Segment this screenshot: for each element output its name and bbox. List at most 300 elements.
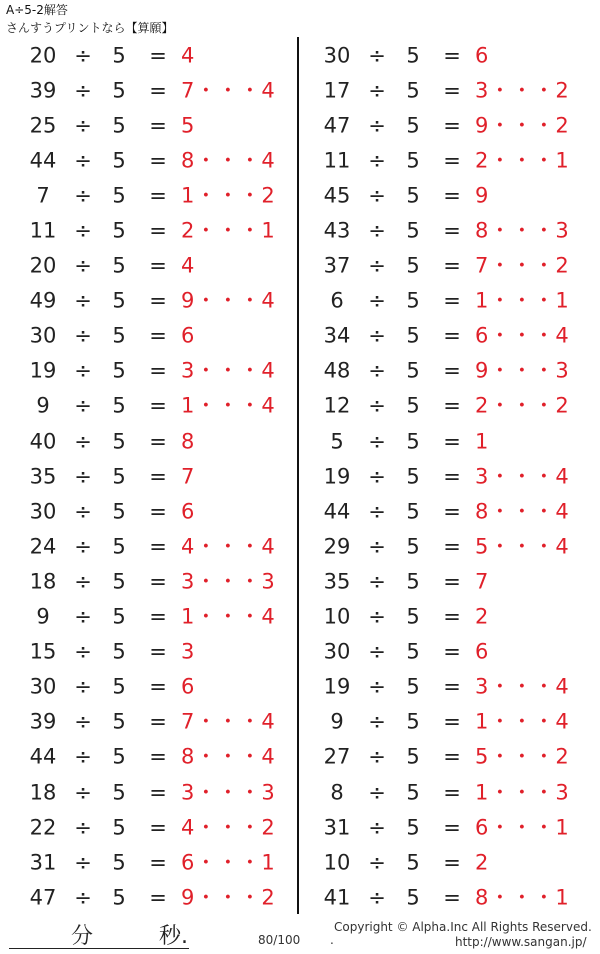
divisor: 5 — [112, 499, 126, 524]
divisor: 5 — [406, 393, 420, 418]
answer: 8・・・3 — [475, 218, 570, 243]
equals-sign: = — [149, 780, 167, 805]
dividend: 30 — [29, 499, 57, 524]
division-sign: ÷ — [368, 253, 386, 278]
division-sign: ÷ — [74, 499, 92, 524]
equals-sign: = — [149, 323, 167, 348]
equals-sign: = — [443, 885, 461, 910]
problem-row — [312, 740, 597, 775]
divisor: 5 — [112, 183, 126, 208]
divisor: 5 — [406, 709, 420, 734]
equals-sign: = — [443, 253, 461, 278]
problem-row — [18, 459, 303, 494]
division-sign: ÷ — [74, 323, 92, 348]
equals-sign: = — [149, 709, 167, 734]
score: 80/100 — [258, 933, 301, 947]
problem-row — [312, 213, 597, 248]
divisor: 5 — [112, 113, 126, 138]
dividend: 44 — [29, 744, 57, 769]
equals-sign: = — [149, 674, 167, 699]
division-sign: ÷ — [74, 639, 92, 664]
answer: 4・・・4 — [181, 534, 276, 559]
answer: 7・・・2 — [475, 253, 570, 278]
dividend: 47 — [29, 885, 57, 910]
division-sign: ÷ — [74, 534, 92, 559]
dividend: 25 — [29, 113, 57, 138]
divisor: 5 — [406, 148, 420, 173]
problem-row — [312, 635, 597, 670]
dividend: 9 — [330, 709, 344, 734]
equals-sign: = — [149, 393, 167, 418]
problem-row — [312, 775, 597, 810]
problem-row — [18, 389, 303, 424]
division-sign: ÷ — [368, 534, 386, 559]
dividend: 30 — [29, 674, 57, 699]
answer: 4 — [181, 43, 196, 68]
divisor: 5 — [406, 218, 420, 243]
equals-sign: = — [443, 604, 461, 629]
answer: 8・・・1 — [475, 885, 570, 910]
division-sign: ÷ — [74, 43, 92, 68]
dividend: 44 — [323, 499, 351, 524]
answer: 6 — [181, 674, 196, 699]
divisor: 5 — [112, 709, 126, 734]
divisor: 5 — [406, 43, 420, 68]
answer: 2・・・2 — [475, 393, 570, 418]
equals-sign: = — [149, 639, 167, 664]
equals-sign: = — [443, 393, 461, 418]
problem-row — [312, 705, 597, 740]
dividend: 35 — [323, 569, 351, 594]
divisor: 5 — [112, 429, 126, 454]
equals-sign: = — [443, 639, 461, 664]
answer: 4・・・2 — [181, 815, 276, 840]
division-sign: ÷ — [74, 569, 92, 594]
answer: 6 — [475, 639, 490, 664]
answer: 9・・・2 — [475, 113, 570, 138]
answer: 1・・・2 — [181, 183, 276, 208]
answer: 6 — [475, 43, 490, 68]
division-sign: ÷ — [368, 709, 386, 734]
division-sign: ÷ — [368, 358, 386, 383]
division-sign: ÷ — [368, 885, 386, 910]
problem-row — [312, 529, 597, 564]
problem-row — [312, 459, 597, 494]
division-sign: ÷ — [74, 218, 92, 243]
dividend: 11 — [29, 218, 57, 243]
dividend: 37 — [323, 253, 351, 278]
answer: 7 — [475, 569, 490, 594]
equals-sign: = — [149, 850, 167, 875]
dividend: 8 — [330, 780, 344, 805]
divisor: 5 — [112, 674, 126, 699]
divisor: 5 — [406, 183, 420, 208]
division-sign: ÷ — [368, 850, 386, 875]
dividend: 48 — [323, 358, 351, 383]
equals-sign: = — [149, 113, 167, 138]
time-record-line — [9, 916, 189, 949]
division-sign: ÷ — [368, 674, 386, 699]
dividend: 30 — [323, 639, 351, 664]
division-sign: ÷ — [368, 148, 386, 173]
divisor: 5 — [112, 78, 126, 103]
problem-row — [312, 38, 597, 73]
divisor: 5 — [112, 815, 126, 840]
answer: 8・・・4 — [181, 744, 276, 769]
divisor: 5 — [406, 604, 420, 629]
dividend: 6 — [330, 288, 344, 313]
divisor: 5 — [112, 43, 126, 68]
problem-row — [18, 775, 303, 810]
answer: 1・・・4 — [181, 393, 276, 418]
problem-row — [18, 319, 303, 354]
problem-row — [18, 354, 303, 389]
problem-row — [18, 178, 303, 213]
equals-sign: = — [149, 218, 167, 243]
answer: 3・・・2 — [475, 78, 570, 103]
divisor: 5 — [112, 534, 126, 559]
division-sign: ÷ — [74, 780, 92, 805]
dividend: 29 — [323, 534, 351, 559]
answer: 6 — [181, 323, 196, 348]
dividend: 7 — [36, 183, 50, 208]
divisor: 5 — [406, 850, 420, 875]
problem-row — [18, 494, 303, 529]
problem-row — [18, 600, 303, 635]
problem-row — [18, 635, 303, 670]
division-sign: ÷ — [74, 709, 92, 734]
divisor: 5 — [112, 218, 126, 243]
division-sign: ÷ — [74, 850, 92, 875]
divisor: 5 — [406, 358, 420, 383]
dividend: 19 — [323, 674, 351, 699]
right-problem-column — [312, 38, 597, 915]
equals-sign: = — [149, 499, 167, 524]
problem-row — [312, 354, 597, 389]
problem-row — [18, 108, 303, 143]
answer: 5・・・2 — [475, 744, 570, 769]
divisor: 5 — [406, 323, 420, 348]
dividend: 30 — [29, 323, 57, 348]
equals-sign: = — [443, 744, 461, 769]
equals-sign: = — [149, 253, 167, 278]
division-sign: ÷ — [368, 604, 386, 629]
problem-row — [312, 845, 597, 880]
answer: 3 — [181, 639, 196, 664]
equals-sign: = — [149, 744, 167, 769]
equals-sign: = — [149, 534, 167, 559]
problem-row — [312, 249, 597, 284]
answer: 7・・・4 — [181, 709, 276, 734]
problem-row — [18, 564, 303, 599]
equals-sign: = — [149, 43, 167, 68]
division-sign: ÷ — [368, 183, 386, 208]
dividend: 31 — [29, 850, 57, 875]
problem-row — [18, 213, 303, 248]
division-sign: ÷ — [368, 569, 386, 594]
left-problem-column — [18, 38, 303, 915]
equals-sign: = — [443, 183, 461, 208]
division-sign: ÷ — [74, 253, 92, 278]
dividend: 43 — [323, 218, 351, 243]
answer: 4 — [181, 253, 196, 278]
division-sign: ÷ — [368, 499, 386, 524]
equals-sign: = — [149, 464, 167, 489]
equals-sign: = — [149, 358, 167, 383]
answer: 3・・・3 — [181, 780, 276, 805]
division-sign: ÷ — [368, 744, 386, 769]
division-sign: ÷ — [74, 148, 92, 173]
answer: 2・・・1 — [475, 148, 570, 173]
dividend: 20 — [29, 43, 57, 68]
division-sign: ÷ — [368, 429, 386, 454]
equals-sign: = — [149, 288, 167, 313]
divisor: 5 — [406, 288, 420, 313]
divisor: 5 — [406, 744, 420, 769]
divisor: 5 — [406, 815, 420, 840]
answer: 9・・・4 — [181, 288, 276, 313]
problem-row — [18, 845, 303, 880]
division-sign: ÷ — [368, 815, 386, 840]
division-sign: ÷ — [74, 429, 92, 454]
problem-row — [18, 705, 303, 740]
divisor: 5 — [406, 569, 420, 594]
divisor: 5 — [112, 885, 126, 910]
dividend: 22 — [29, 815, 57, 840]
equals-sign: = — [149, 885, 167, 910]
dividend: 27 — [323, 744, 351, 769]
equals-sign: = — [149, 604, 167, 629]
problem-row — [312, 108, 597, 143]
answer: 8 — [181, 429, 196, 454]
divisor: 5 — [406, 429, 420, 454]
problem-row — [18, 810, 303, 845]
divisor: 5 — [406, 885, 420, 910]
answer: 3・・・3 — [181, 569, 276, 594]
answer: 3・・・4 — [181, 358, 276, 383]
division-sign: ÷ — [74, 78, 92, 103]
divisor: 5 — [406, 780, 420, 805]
dividend: 18 — [29, 780, 57, 805]
answer: 7・・・4 — [181, 78, 276, 103]
division-sign: ÷ — [74, 288, 92, 313]
answer: 8・・・4 — [475, 499, 570, 524]
seconds-label: 秒. — [159, 924, 188, 949]
worksheet-header — [6, 1, 174, 37]
answer: 3・・・4 — [475, 674, 570, 699]
dividend: 5 — [330, 429, 344, 454]
problem-row — [18, 284, 303, 319]
dividend: 41 — [323, 885, 351, 910]
problem-row — [18, 424, 303, 459]
footer-dot: . — [330, 933, 334, 947]
divisor: 5 — [112, 253, 126, 278]
dividend: 31 — [323, 815, 351, 840]
dividend: 24 — [29, 534, 57, 559]
divisor: 5 — [406, 253, 420, 278]
problem-row — [18, 670, 303, 705]
division-sign: ÷ — [368, 288, 386, 313]
answer: 2・・・1 — [181, 218, 276, 243]
equals-sign: = — [149, 148, 167, 173]
answer: 6・・・1 — [181, 850, 276, 875]
dividend: 9 — [36, 393, 50, 418]
dividend: 47 — [323, 113, 351, 138]
dividend: 15 — [29, 639, 57, 664]
answer: 8・・・4 — [181, 148, 276, 173]
equals-sign: = — [443, 780, 461, 805]
dividend: 39 — [29, 709, 57, 734]
divisor: 5 — [112, 393, 126, 418]
equals-sign: = — [443, 499, 461, 524]
divisor: 5 — [112, 288, 126, 313]
dividend: 20 — [29, 253, 57, 278]
divisor: 5 — [406, 78, 420, 103]
problem-row — [312, 564, 597, 599]
divisor: 5 — [112, 850, 126, 875]
problem-row — [18, 740, 303, 775]
division-sign: ÷ — [368, 323, 386, 348]
site-url[interactable]: http://www.sangan.jp/ — [455, 935, 587, 949]
dividend: 18 — [29, 569, 57, 594]
equals-sign: = — [443, 78, 461, 103]
equals-sign: = — [443, 534, 461, 559]
problem-row — [312, 389, 597, 424]
answer: 3・・・4 — [475, 464, 570, 489]
division-sign: ÷ — [368, 43, 386, 68]
equals-sign: = — [443, 709, 461, 734]
copyright-notice: Copyright © Alpha.Inc All Rights Reserved. — [334, 920, 592, 934]
dividend: 49 — [29, 288, 57, 313]
divisor: 5 — [406, 674, 420, 699]
divisor: 5 — [112, 464, 126, 489]
problem-row — [18, 143, 303, 178]
division-sign: ÷ — [368, 78, 386, 103]
answer: 7 — [181, 464, 196, 489]
problem-row — [18, 529, 303, 564]
division-sign: ÷ — [74, 815, 92, 840]
divisor: 5 — [112, 780, 126, 805]
problem-row — [312, 319, 597, 354]
equals-sign: = — [443, 43, 461, 68]
answer: 9・・・2 — [181, 885, 276, 910]
equals-sign: = — [149, 78, 167, 103]
answer: 1・・・1 — [475, 288, 570, 313]
column-divider — [297, 37, 299, 914]
division-sign: ÷ — [368, 464, 386, 489]
equals-sign: = — [149, 569, 167, 594]
equals-sign: = — [443, 218, 461, 243]
answer: 2 — [475, 604, 490, 629]
division-sign: ÷ — [74, 604, 92, 629]
division-sign: ÷ — [368, 113, 386, 138]
equals-sign: = — [443, 288, 461, 313]
division-sign: ÷ — [368, 218, 386, 243]
answer: 5・・・4 — [475, 534, 570, 559]
divisor: 5 — [406, 499, 420, 524]
equals-sign: = — [443, 358, 461, 383]
problem-row — [18, 249, 303, 284]
problem-row — [18, 38, 303, 73]
problem-row — [312, 600, 597, 635]
problem-row — [312, 880, 597, 915]
divisor: 5 — [112, 639, 126, 664]
equals-sign: = — [149, 815, 167, 840]
division-sign: ÷ — [74, 183, 92, 208]
dividend: 30 — [323, 43, 351, 68]
dividend: 35 — [29, 464, 57, 489]
answer: 6・・・4 — [475, 323, 570, 348]
equals-sign: = — [443, 850, 461, 875]
equals-sign: = — [443, 323, 461, 348]
dividend: 45 — [323, 183, 351, 208]
division-sign: ÷ — [74, 113, 92, 138]
answer: 5 — [181, 113, 196, 138]
problem-row — [18, 73, 303, 108]
dividend: 11 — [323, 148, 351, 173]
divisor: 5 — [112, 569, 126, 594]
equals-sign: = — [443, 148, 461, 173]
dividend: 19 — [29, 358, 57, 383]
problem-row — [312, 284, 597, 319]
divisor: 5 — [406, 534, 420, 559]
dividend: 12 — [323, 393, 351, 418]
problem-row — [312, 143, 597, 178]
problem-row — [312, 810, 597, 845]
dividend: 9 — [36, 604, 50, 629]
divisor: 5 — [112, 323, 126, 348]
equals-sign: = — [443, 674, 461, 699]
problem-row — [18, 880, 303, 915]
equals-sign: = — [149, 429, 167, 454]
equals-sign: = — [443, 815, 461, 840]
division-sign: ÷ — [74, 393, 92, 418]
divisor: 5 — [406, 464, 420, 489]
division-sign: ÷ — [74, 885, 92, 910]
problem-row — [312, 670, 597, 705]
dividend: 10 — [323, 850, 351, 875]
answer: 6・・・1 — [475, 815, 570, 840]
equals-sign: = — [149, 183, 167, 208]
dividend: 10 — [323, 604, 351, 629]
divisor: 5 — [112, 358, 126, 383]
minutes-label: 分 — [71, 924, 94, 949]
problem-row — [312, 494, 597, 529]
answer: 6 — [181, 499, 196, 524]
answer: 9・・・3 — [475, 358, 570, 383]
divisor: 5 — [112, 148, 126, 173]
problem-row — [312, 424, 597, 459]
answer: 2 — [475, 850, 490, 875]
worksheet-title: A÷5-2解答 — [6, 3, 68, 17]
division-sign: ÷ — [74, 358, 92, 383]
answer: 1・・・4 — [181, 604, 276, 629]
division-sign: ÷ — [74, 464, 92, 489]
dividend: 34 — [323, 323, 351, 348]
dividend: 17 — [323, 78, 351, 103]
divisor: 5 — [112, 744, 126, 769]
division-sign: ÷ — [74, 744, 92, 769]
equals-sign: = — [443, 429, 461, 454]
division-sign: ÷ — [368, 393, 386, 418]
answer: 1・・・3 — [475, 780, 570, 805]
dividend: 44 — [29, 148, 57, 173]
dividend: 39 — [29, 78, 57, 103]
answer: 1 — [475, 429, 490, 454]
equals-sign: = — [443, 569, 461, 594]
division-sign: ÷ — [368, 639, 386, 664]
divisor: 5 — [406, 639, 420, 664]
